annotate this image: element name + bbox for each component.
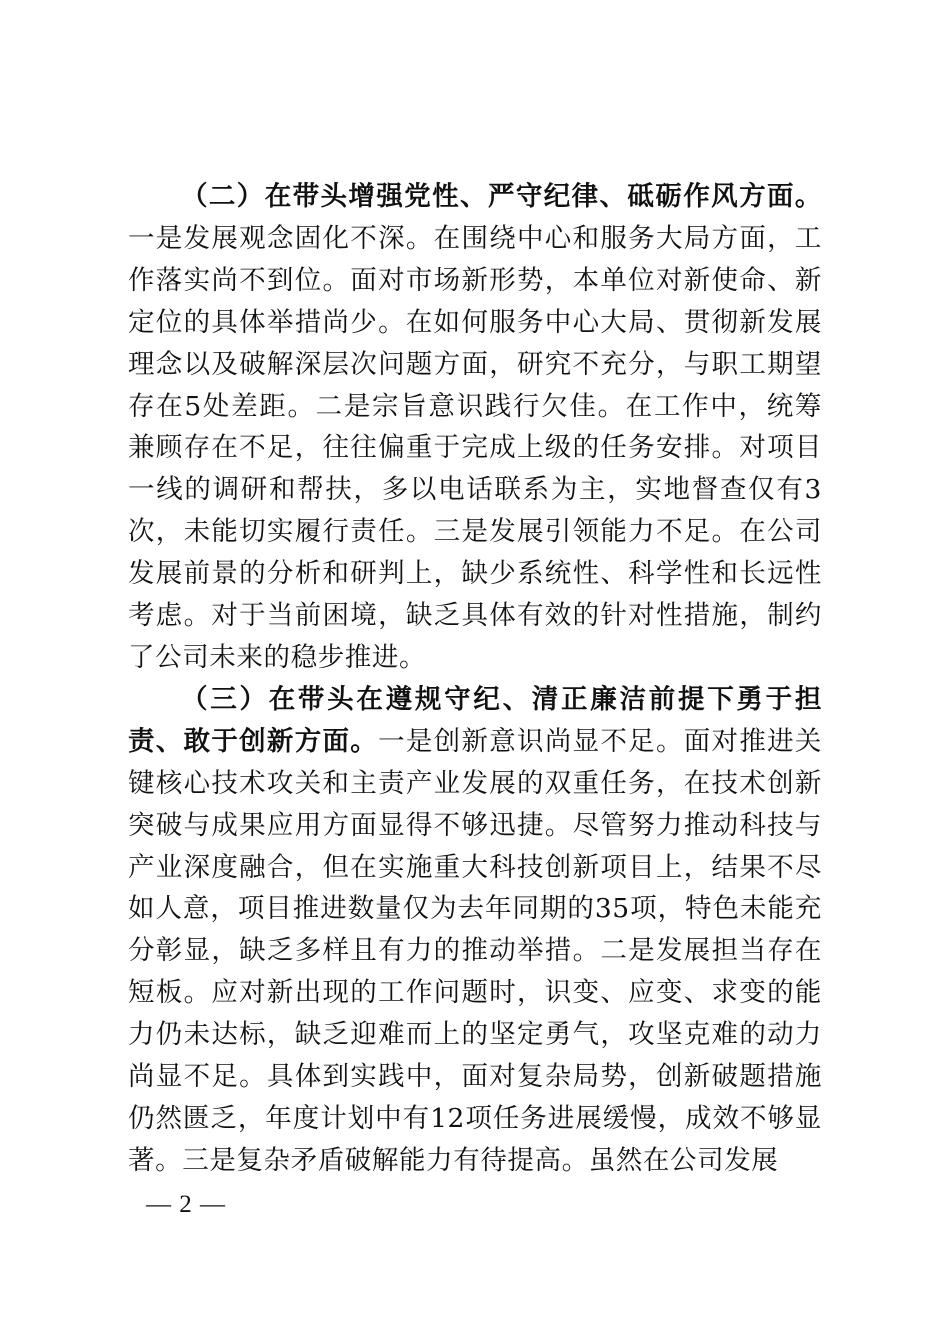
section-two-paragraph <box>128 176 822 679</box>
section-three-paragraph <box>128 679 822 1182</box>
section-two-body: 一是发展观念固化不深。在围绕中心和服务大局方面，工作落实尚不到位。面对市场新形势，本单位对新使命、新定位的具体举措尚少。在如何服务中心大局、贯彻新发展理念以及破解深层次问题方面，研究不充分，与职工期望存在5处差距。二是宗旨意识践行欠佳。在工作中，统筹兼顾存在不足，往往偏重于完成上级的任务安排。对项目一线的调研和帮扶，多以电话联系为主，实地督查仅有3次，未能切实履行责任。三是发展引领能力不足。在公司发展前景的分析和研判上，缺少系统性、科学性和长远性考虑。对于当前困境，缺乏具体有效的针对性措施，制约了公司未来的稳步推进。 <box>128 222 822 673</box>
page-number: — 2 — <box>146 1191 226 1218</box>
section-two-heading: （二）在带头增强党性、严守纪律、砥砺作风方面。 <box>181 181 822 212</box>
section-three-body: 一是创新意识尚显不足。面对推进关键核心技术攻关和主责产业发展的双重任务，在技术创新突破与成果应用方面显得不够迅捷。尽管努力推动科技与产业深度融合，但在实施重大科技创新项目上，结果不尽如人意，项目推进数量仅为去年同期的35项，特色未能充分彰显，缺乏多样且有力的推动举措。二是发展担当存在短板。应对新出现的工作问题时，识变、应变、求变的能力仍未达标，缺乏迎难而上的坚定勇气，攻坚克难的动力尚显不足。具体到实践中，面对复杂局势，创新破题措施仍然匮乏，年度计划中有12项任务进展缓慢，成效不够显著。三是复杂矛盾破解能力有待提高。虽然在公司发展 <box>128 725 822 1176</box>
document-body <box>128 176 822 1182</box>
section-three-heading: （三）在带头在遵规守纪、清正廉洁前提下勇于担责、敢于创新方面。 <box>128 683 822 757</box>
